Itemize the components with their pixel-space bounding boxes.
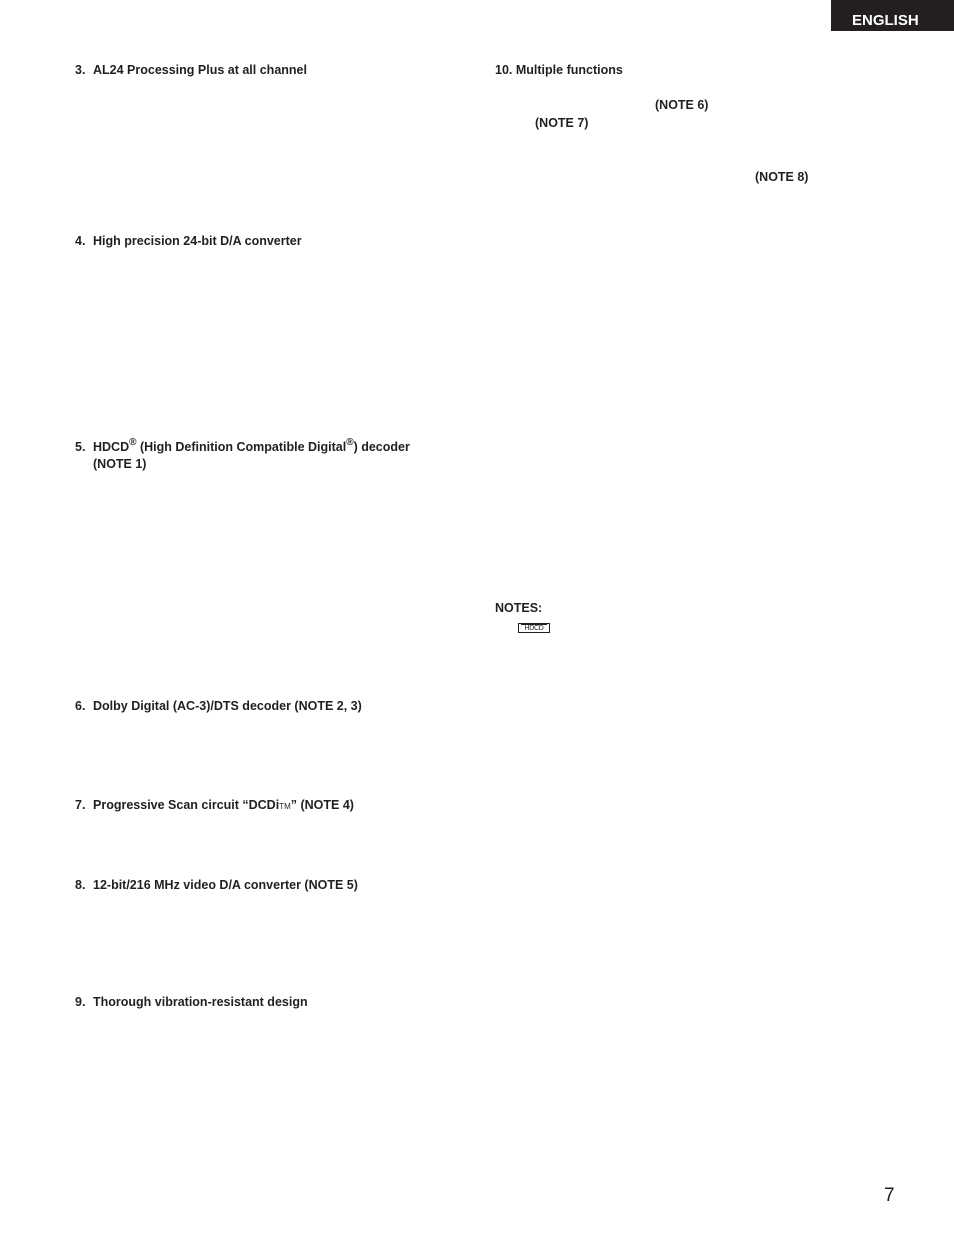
hdcd-logo (518, 623, 550, 633)
section-8-number: 8. (75, 878, 86, 892)
language-tab: ENGLISH (831, 0, 954, 31)
note-6-reference: (NOTE 6) (655, 98, 709, 112)
section-3-heading (75, 62, 307, 79)
section-3-number: 3. (75, 63, 86, 77)
section-5-heading (75, 436, 410, 473)
section-4-number: 4. (75, 234, 86, 248)
section-7-number: 7. (75, 798, 86, 812)
note-7-reference: (NOTE 7) (535, 116, 589, 130)
hdcd-logo-text: HDCD (521, 624, 547, 633)
registered-mark: ® (346, 436, 354, 448)
section-10-number: 10. (495, 63, 513, 77)
section-6-heading (75, 698, 362, 715)
notes-label: NOTES: (495, 601, 543, 615)
section-6-number: 6. (75, 699, 86, 713)
section-5-note: (NOTE 1) (93, 457, 147, 471)
section-5-title-b: (High Definition Compatible Digital (136, 440, 347, 454)
section-3-title: AL24 Processing Plus at all channel (93, 63, 307, 77)
registered-mark: ® (129, 436, 137, 448)
note-8-reference: (NOTE 8) (755, 170, 809, 184)
section-9-heading (75, 994, 308, 1011)
section-8-heading (75, 877, 358, 894)
section-5-title-c: ) decoder (353, 440, 410, 454)
section-9-title: Thorough vibration-resistant design (93, 995, 308, 1009)
section-7-heading (75, 797, 354, 815)
section-4-title: High precision 24-bit D/A converter (93, 234, 302, 248)
trademark-mark: TM (279, 802, 291, 811)
page-number: 7 (884, 1185, 895, 1206)
section-9-number: 9. (75, 995, 86, 1009)
section-7-title-b: ” (NOTE 4) (290, 798, 354, 812)
section-6-title: Dolby Digital (AC-3)/DTS decoder (NOTE 2, 3) (93, 699, 362, 713)
section-4-heading (75, 233, 302, 250)
section-5-number: 5. (75, 440, 86, 454)
section-5-title-a: HDCD (93, 440, 130, 454)
section-8-title: 12-bit/216 MHz video D/A converter (NOTE 5) (93, 878, 358, 892)
section-7-title-a: Progressive Scan circuit “DCDi (93, 798, 280, 812)
section-10-heading (495, 62, 623, 79)
section-10-title: Multiple functions (515, 63, 623, 77)
